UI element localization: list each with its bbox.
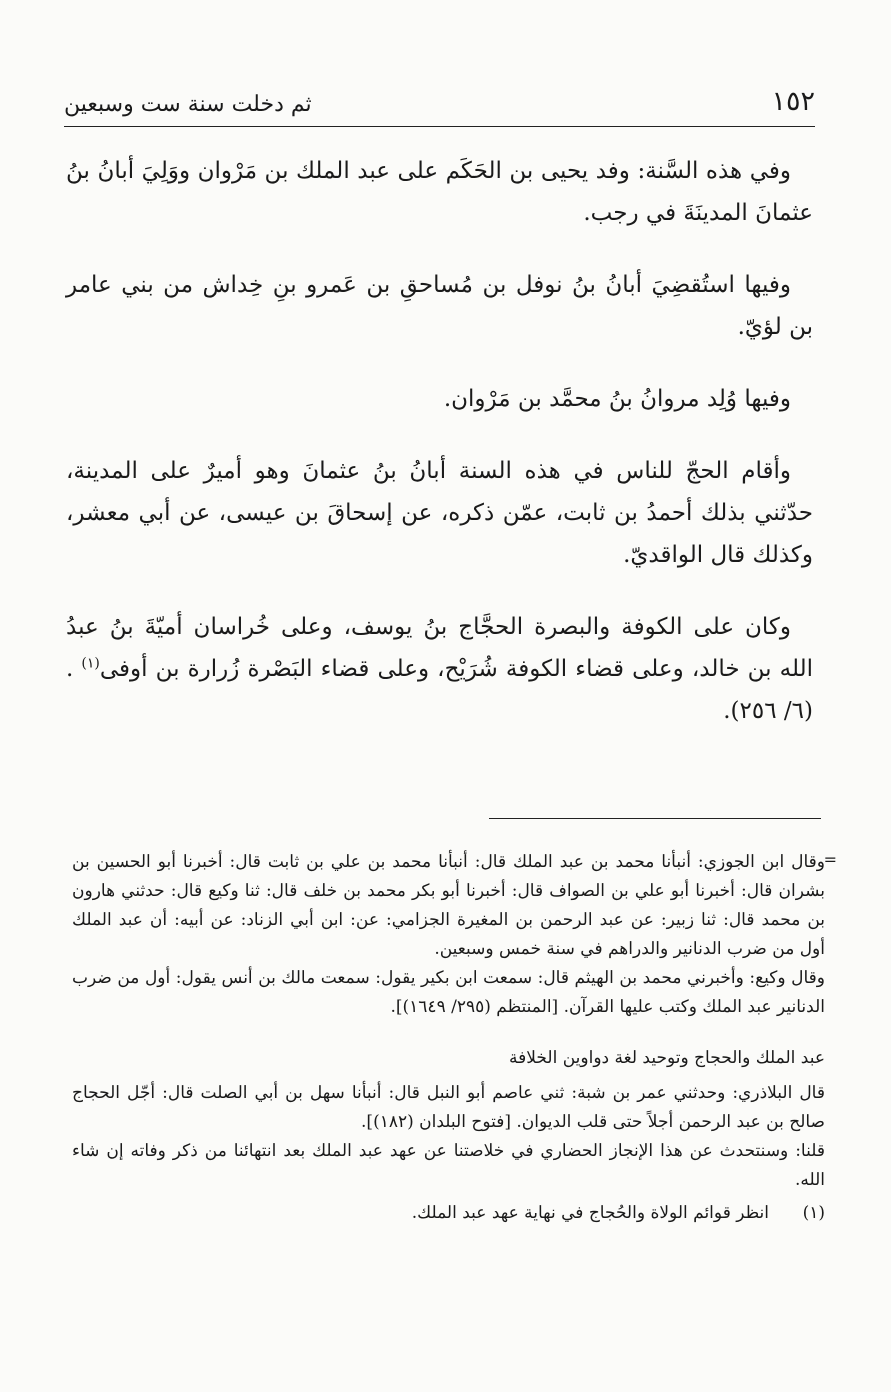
paragraph [66, 606, 813, 732]
continuation-mark: = [823, 850, 837, 869]
paragraph: وفيها استُقضِيَ أبانُ بنُ نوفل بن مُساحقِ بن عَمرو بنِ خِداش من بني عامر بن لؤيّ. [66, 272, 813, 340]
footnote-paragraph: وقال وكيع: وأخبرني محمد بن الهيثم قال: سمعت ابن بكير يقول: سمعت مالك بن أنس يقول: أول من ضرب الدنانير عبد الملك وكتب عليها القرآن. [المنتظم (٢٩٥/ ١٦٤٩)]. [72, 968, 825, 1017]
paragraph-text: وكان على الكوفة والبصرة الحجَّاج بنُ يوسف، وعلى خُراسان أميّةَ بنُ عبدُ الله بن خالد، وعلى قضاء الكوفة شُرَيْح، وعلى قضاء البَصْرة زُرارة بن أوفى [66, 614, 813, 682]
source-reference: . (٦/ ٢٥٦). [66, 656, 813, 724]
running-title: ثم دخلت سنة ست وسبعين [64, 92, 312, 117]
footnote-number: (١) [802, 1203, 825, 1223]
footnote-note-text: انظر قوائم الولاة والحُجاج في نهاية عهد عبد الملك. [411, 1203, 769, 1223]
footnote-paragraph: قلنا: وسنتحدث عن هذا الإنجاز الحضاري في خلاصتنا عن عهد عبد الملك بعد انتهائنا من ذكر وفاته إن شاء الله. [72, 1141, 825, 1190]
page-header [64, 84, 815, 127]
footnote-separator [489, 818, 821, 819]
paragraph: وفيها وُلِد مروانُ بنُ محمَّد بن مَرْوان. [443, 386, 791, 412]
footnotes [72, 848, 837, 1228]
paragraph: وأقام الحجّ للناس في هذه السنة أبانُ بنُ عثمانَ وهو أميرٌ على المدينة، حدّثني بذلك أحمدُ بن ثابت، عمّن ذكره، عن إسحاقَ بن عيسى، عن أبي معشر، وكذلك قال الواقديّ. [66, 458, 813, 568]
main-text [66, 150, 813, 732]
page-number: ١٥٢ [771, 86, 815, 117]
footnote-paragraph: وقال ابن الجوزي: أنبأنا محمد بن عبد الملك قال: أنبأنا محمد بن علي بن ثابت قال: أخبرنا أبو الحسين بن بشران قال: أخبرنا أبو علي بن الصواف قال: أخبرنا أبو بكر محمد بن خلف قال: ثنا وكيع قال: حدثني هارون بن محمد قال: ثنا زبير: عن عبد الرحمن بن المغيرة الجزامي: عن: ابن أبي الزناد: عن أبيه: أن عبد الملك أول من ضرب الدنانير والدراهم في سنة خمس وسبعين. [72, 852, 825, 959]
footnote-heading: عبد الملك والحجاج وتوحيد لغة دواوين الخلافة [509, 1048, 825, 1068]
footnote-paragraph: قال البلاذري: وحدثني عمر بن شبة: ثني عاصم أبو النبل قال: أنبأنا سهل بن أبي الصلت قال: أجّل الحجاج صالح بن عبد الرحمن أجلاً حتى قلب الديوان. [فتوح البلدان (١٨٢)]. [72, 1083, 825, 1132]
paragraph: وفي هذه السَّنة: وفد يحيى بن الحَكَم على عبد الملك بن مَرْوان ووَلِيَ أبانُ بنُ عثمانَ المدينَةَ في رجب. [66, 158, 813, 226]
footnote-marker: (١) [81, 655, 100, 672]
footnote-note [72, 1199, 825, 1228]
